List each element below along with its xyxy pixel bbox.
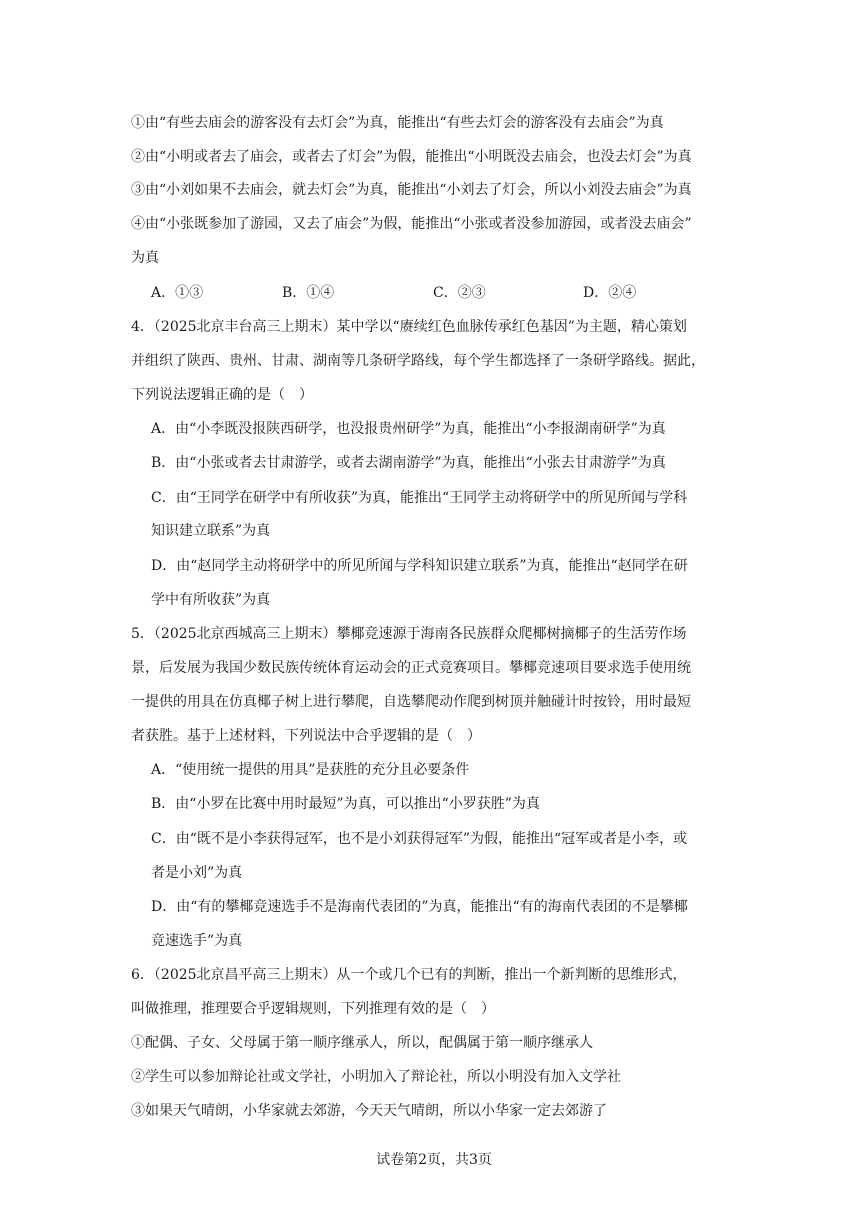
q4-option-c: C．由“王同学在研学中有所收获”为真，能推出“王同学主动将研学中的所见所闻与学科	[151, 490, 688, 506]
q4-option-d: D．由“赵同学主动将研学中的所见所闻与学科知识建立联系”为真，能推出“赵同学在研	[151, 558, 688, 574]
q3-option-a: A．①③	[151, 285, 204, 301]
q6-item-3: ③如果天气晴朗，小华家就去郊游，今天天气晴朗，所以小华家一定去郊游了	[131, 1103, 607, 1119]
q3-option-b: B．①④	[282, 285, 335, 301]
page-footer: 试卷第2页，共3页	[376, 1152, 492, 1168]
q6-item-2: ②学生可以参加辩论社或文学社，小明加入了辩论社，所以小明没有加入文学社	[131, 1069, 621, 1085]
q5-option-d-cont: 竞速选手”为真	[151, 933, 243, 949]
q3-item-4: ④由“小张既参加了游园，又去了庙会”为假，能推出“小张或者没参加游园，或者没去庙会”	[131, 216, 692, 232]
q5-stem-3: 一提供的用具在仿真椰子树上进行攀爬，自选攀爬动作爬到树顶并触碰计时按铃，用时最短	[131, 694, 691, 710]
q5-stem-4: 者获胜。基于上述材料，下列说法中合乎逻辑的是（ ）	[131, 728, 481, 744]
q3-item-3: ③由“小刘如果不去庙会，就去灯会”为真，能推出“小刘去了灯会，所以小刘没去庙会”为真	[131, 182, 692, 198]
q4-stem-1: 4．（2025北京丰台高三上期末）某中学以“赓续红色血脉传承红色基因”为主题，精心策划	[131, 319, 687, 335]
q4-stem-2: 并组织了陕西、贵州、甘肃、湖南等几条研学路线，每个学生都选择了一条研学路线。据此，	[131, 353, 705, 369]
q5-option-b: B．由“小罗在比赛中用时最短”为真，可以推出“小罗获胜”为真	[151, 796, 540, 812]
q5-option-a: A．“使用统一提供的用具”是获胜的充分且必要条件	[151, 762, 470, 778]
q5-stem-1: 5．（2025北京西城高三上期末）攀椰竞速源于海南各民族群众爬椰树摘椰子的生活劳作场	[131, 626, 687, 642]
q4-option-d-cont: 学中有所收获”为真	[151, 592, 271, 608]
q4-option-a: A．由“小李既没报陕西研学，也没报贵州研学”为真，能推出“小李报湖南研学”为真	[151, 421, 666, 437]
q3-option-d: D．②④	[583, 285, 637, 301]
q5-option-c-cont: 者是小刘”为真	[151, 865, 243, 881]
q5-stem-2: 景，后发展为我国少数民族传统体育运动会的正式竞赛项目。攀椰竞速项目要求选手使用统	[131, 660, 691, 676]
q4-stem-3: 下列说法逻辑正确的是（ ）	[131, 387, 313, 403]
q6-item-1: ①配偶、子女、父母属于第一顺序继承人，所以，配偶属于第一顺序继承人	[131, 1035, 593, 1051]
q3-item-2: ②由“小明或者去了庙会，或者去了灯会”为假，能推出“小明既没去庙会，也没去灯会”为真	[131, 149, 692, 165]
q3-item-1: ①由“有些去庙会的游客没有去灯会”为真，能推出“有些去灯会的游客没有去庙会”为真	[131, 115, 664, 131]
q6-stem-1: 6．（2025北京昌平高三上期末）从一个或几个已有的判断，推出一个新判断的思维形式，	[131, 967, 687, 983]
q5-option-d: D．由“有的攀椰竞速选手不是海南代表团的”为真，能推出“有的海南代表团的不是攀椰	[151, 899, 688, 915]
q4-option-b: B．由“小张或者去甘肃游学，或者去湖南游学”为真，能推出“小张去甘肃游学”为真	[151, 455, 666, 471]
q4-option-c-cont: 知识建立联系”为真	[151, 523, 271, 539]
q5-option-c: C．由“既不是小李获得冠军，也不是小刘获得冠军”为假，能推出“冠军或者是小李，或	[151, 831, 688, 847]
q3-options	[151, 283, 751, 303]
q3-option-c: C．②③	[433, 285, 486, 301]
q6-stem-2: 叫做推理，推理要合乎逻辑规则，下列推理有效的是（ ）	[131, 1001, 495, 1017]
q3-item-4-cont: 为真	[131, 250, 159, 266]
